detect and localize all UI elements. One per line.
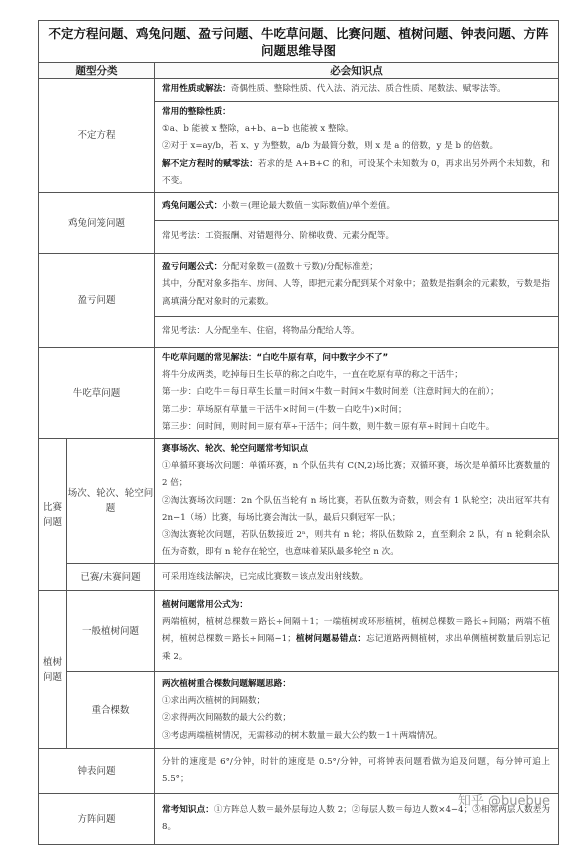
title-row	[39, 21, 559, 63]
chicken-formula	[155, 193, 559, 221]
grass-step-1: 第一步：白吃牛＝每日草生长量＝时间×牛数－时间×牛数时间差（注意时间大的在前）；	[162, 384, 550, 401]
tree-overlap-step-2: ②求得两次间隔数的最大公约数；	[162, 710, 550, 727]
tree-row-1	[39, 591, 559, 672]
header-knowledge: 必会知识点	[155, 63, 559, 79]
indefinite-methods-text: 奇偶性质、整除性质、代入法、消元法、质合性质、尾数法、赋零法等。	[231, 84, 506, 94]
match-line-2: ②淘汰赛场次问题：2n 个队伍当轮有 n 场比赛，若队伍数为奇数，则会有 1 队轮空；决出冠军共有 2n−1（场）比赛，每场比赛会淘汰一队，最后只剩冠军一队；	[162, 493, 550, 527]
grass-row	[39, 348, 559, 439]
match-label: 赛事场次、轮次、轮空问题常考知识点	[162, 441, 550, 458]
category-grass: 牛吃草问题	[39, 348, 155, 439]
indefinite-methods-label: 常用性质或解法：	[162, 84, 231, 94]
clock-text: 分针的速度是 6°/分钟，时针的速度是 0.5°/分钟，可将钟表问题看做为追及问题，每分钟可追上 5.5°；	[155, 749, 559, 794]
surplus-formula	[155, 254, 559, 317]
category-tree: 植树问题	[39, 591, 67, 749]
category-match: 比赛问题	[39, 439, 67, 591]
zero-method	[162, 156, 550, 190]
match-line-3: ③淘汰赛轮次问题，若队伍数接近 2ⁿ，则共有 n 轮；将队伍数除 2，直至剩余 2 队，有 n 轮剩余队伍为奇数，即有 n 轮存在轮空，也意味着某队最多轮空 n 次。	[162, 527, 550, 561]
header-row	[39, 63, 559, 79]
tree-overlap-label: 两次植树重合棵数问题解题思路：	[162, 676, 550, 693]
subcategory-rounds: 场次、轮次、轮空问题	[67, 439, 155, 564]
grass-label: 牛吃草问题的常见解法：	[162, 353, 257, 363]
tree-pitfall-label: 植树问题易错点：	[296, 634, 366, 644]
zero-method-text: 若求的是 A+B+C 的和，可设某个未知数为 0，再求出另外两个未知数，和不变。	[162, 159, 550, 186]
tree-row-2	[39, 672, 559, 749]
header-category: 题型分类	[39, 63, 155, 79]
subcategory-played: 已赛/未赛问题	[67, 564, 155, 591]
match-played-text: 可采用连线法解决，已完成比赛数＝该点发出射线数。	[155, 564, 559, 591]
surplus-formula-label: 盈亏问题公式：	[162, 262, 222, 272]
grass-step-3: 第三步：问时间，则时间＝原有草÷干活牛；问牛数，则牛数＝原有草÷时间＋白吃牛。	[162, 419, 550, 436]
indefinite-divisibility	[155, 102, 559, 193]
category-clock: 钟表问题	[39, 749, 155, 794]
grass-quote: “白吃牛原有草，问中数字少不了”	[257, 353, 389, 363]
indefinite-row-1	[39, 79, 559, 102]
category-phalanx: 方阵问题	[39, 794, 155, 845]
mind-map-table-container	[38, 20, 558, 845]
match-line-1: ①单循环赛场次问题：单循环赛，n 个队伍共有 C(N,2)场比赛；双循环赛，场次是单循环比赛数量的 2 倍；	[162, 458, 550, 492]
chicken-usage: 常见考法：工资报酬、对错题得分、阶梯收费、元素分配等。	[155, 221, 559, 254]
tree-overlap-step-3: ③考虑两端植树情况，无需移动的树木数量＝最大公约数－1＋两端情况。	[162, 728, 550, 745]
zero-method-label: 解不定方程时的赋零法：	[162, 159, 258, 169]
surplus-row-1	[39, 254, 559, 317]
surplus-formula-text: 分配对象数＝(盈数＋亏数)/分配标准差；	[222, 262, 378, 272]
divisibility-line-2: ②对于 x=ay/b，若 x、y 为整数，a/b 为最简分数，则 x 是 a 的倍数，y 是 b 的倍数。	[162, 138, 550, 155]
watermark: 知乎 @buebue	[458, 790, 550, 809]
mind-map-table	[38, 20, 559, 845]
page-title: 不定方程问题、鸡兔问题、盈亏问题、牛吃草问题、比赛问题、植树问题、钟表问题、方阵问题思维导图	[39, 21, 559, 63]
tree-formula-body: 两端植树，植树总棵数＝路长÷间隔＋1；一端植树或环形植树，植树总棵数＝路长÷间隔；两端不植树，植树总棵数＝路长÷间隔−1；	[162, 617, 550, 644]
category-chicken: 鸡兔问笼问题	[39, 193, 155, 254]
divisibility-label: 常用的整除性质：	[162, 104, 550, 121]
match-content	[155, 439, 559, 564]
chicken-row-1	[39, 193, 559, 221]
clock-row	[39, 749, 559, 794]
phalanx-label: 常考知识点：	[162, 805, 214, 815]
grass-content	[155, 348, 559, 439]
surplus-explanation: 其中，分配对象多指车、房间、人等，即把元素分配到某个对象中；盈数是指剩余的元素数，亏数是指离填满分配对象时的元素数。	[162, 276, 550, 310]
tree-general-content	[155, 591, 559, 672]
grass-step-2: 第二步：草场原有草量＝干活牛×时间＝(牛数－白吃牛)×时间；	[162, 402, 550, 419]
match-row-1	[39, 439, 559, 564]
chicken-formula-label: 鸡兔问题公式：	[162, 201, 222, 211]
chicken-formula-text: 小数＝(理论最大数值－实际数值)/单个差值。	[222, 201, 395, 211]
tree-pitfall-text: 忘记道路两侧植树，求出单侧植树数量后别忘记乘 2。	[162, 634, 550, 661]
tree-formula-label: 植树问题常用公式为：	[162, 597, 550, 614]
surplus-usage: 常见考法：人分配坐车、住宿，将物品分配给人等。	[155, 317, 559, 348]
grass-line-1: 将牛分成两类，吃掉每日生长草的称之白吃牛，一直在吃原有草的称之干活牛；	[162, 367, 550, 384]
tree-formula-text	[162, 614, 550, 666]
category-surplus: 盈亏问题	[39, 254, 155, 348]
category-indefinite: 不定方程	[39, 79, 155, 193]
subcategory-overlap: 重合棵数	[67, 672, 155, 749]
indefinite-methods	[155, 79, 559, 102]
match-row-2	[39, 564, 559, 591]
divisibility-line-1: ①a、b 能被 x 整除，a+b、a−b 也能被 x 整除。	[162, 121, 550, 138]
phalanx-text: ①方阵总人数＝最外层每边人数 2；②每层人数＝每边人数×4−4；③相邻两层人数差为 8。	[162, 805, 550, 832]
tree-overlap-content	[155, 672, 559, 749]
tree-overlap-step-1: ①求出两次植树的间隔数；	[162, 693, 550, 710]
subcategory-general-tree: 一般植树问题	[67, 591, 155, 672]
